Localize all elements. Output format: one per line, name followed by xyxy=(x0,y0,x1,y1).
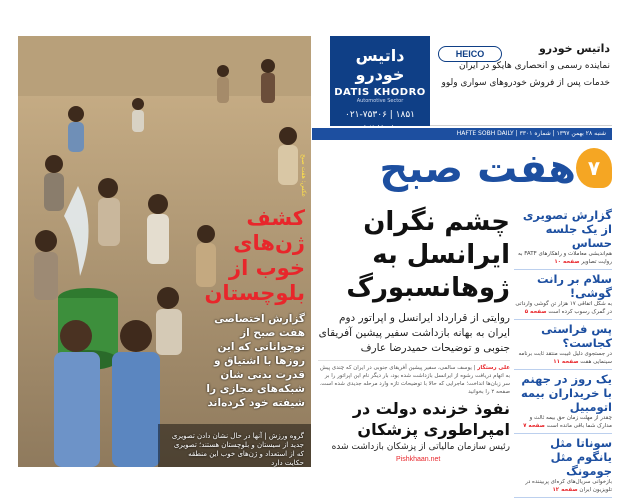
sidebar-item[interactable] xyxy=(514,320,612,370)
logo-seven-badge: ۷ xyxy=(576,148,612,188)
ad-phone: ۰۲۱-۷۵۳۰۶ | ۱۸۵۱ xyxy=(344,110,415,120)
ad-text xyxy=(434,42,610,89)
masthead xyxy=(312,128,612,198)
watermark: Pishkhaan.net xyxy=(396,456,441,463)
header-ad[interactable] xyxy=(330,36,612,126)
sidebar-item[interactable] xyxy=(514,270,612,320)
ad-line-1: نماینده رسمی و انحصاری هایکو در ایران xyxy=(458,61,610,71)
sidebar-item-title[interactable]: یک روز در جهنم با خریداران بیمه اتومبیل xyxy=(520,372,612,414)
ad-title: داتیس خودرو xyxy=(538,42,610,55)
sidebar-item[interactable] xyxy=(514,206,612,270)
photo-caption: گروه ورزش | آنها در حال نشان دادن تصویری جدید از سیستان و بلوچستان هستند؛ تصویری که از استعداد و ژن‌های خوب این منطقه حکایت دارد xyxy=(171,432,304,467)
sidebar-item[interactable] xyxy=(514,370,612,434)
newspaper-logo[interactable] xyxy=(312,140,612,198)
sidebar-item-title[interactable]: سلام بر رانت گوشی! xyxy=(536,272,612,300)
sidebar-item-text: در جستجوی دلیل غیبت منتقد ثابت برنامه سینمایی هفت xyxy=(518,351,612,365)
ad-brand-sub: Automotive Sector xyxy=(356,98,404,104)
sidebar-item-page: صفحه ۱۲ xyxy=(552,486,578,493)
photo-subhead: گزارش اختصاصی هفت صبح از نوجوانانی که این روزها با اشتیاق و قدرت بدنی شان شبکه‌های مجازی را شیفته خود کرده‌اند xyxy=(206,313,305,409)
photo-headline[interactable]: کشف ژن‌های خوب از بلوچستان xyxy=(204,206,305,305)
sidebar-item-title[interactable]: پس فراستی کجاست؟ xyxy=(541,322,612,350)
sidebar-item-page: صفحه ۱۱ xyxy=(553,358,579,365)
sidebar-item-text: هم‌اندیشی معاملات و راهکارهای FATF به روایت تصاویر xyxy=(518,251,612,265)
ad-brand-fa: داتیس خودرو xyxy=(355,46,405,84)
sidebar-item-text: چقدر از مهلت زمان حق بیمه ثالث و مدارک شما باقی مانده است xyxy=(529,415,612,429)
logo-text: هفت صبح xyxy=(379,146,576,192)
second-headline[interactable]: نفوذ خزنده دولت در امپراطوری پزشکان xyxy=(352,399,510,439)
photo-credit: عکس: هفت صبح xyxy=(300,154,307,198)
date-strip: شنبه ۲۸ بهمن ۱۳۹۷ | شماره ۳۳۰۱ | HAFTE SOBH DAILY xyxy=(312,128,612,140)
sidebar-item[interactable] xyxy=(514,434,612,498)
main-headline[interactable]: چشم نگران ایرانسل به ژوهانسبورگ xyxy=(346,207,510,303)
sidebar-item-text: بازخوانی سریال‌های کره‌ای پربیننده در تلویزیون ایران xyxy=(525,479,612,493)
sidebar xyxy=(514,206,612,498)
main-author: علی رستگار xyxy=(477,365,510,371)
main-body xyxy=(318,360,510,400)
sidebar-item-text: به شکل اتفاقی ۱۷ هزار تن گوشی وارداتی در گمرک رسوب کرده است xyxy=(515,301,612,315)
main-subhead: روایتی از قرارداد ایرانسل و اپراتور دوم ایران به بهانه بازداشت سفیر پیشین آفریقای جنوبی و توضیحات حمیدرضا عارف xyxy=(318,312,510,354)
second-subhead: رئیس سازمان مالیاتی از پزشکان بازداشت شده xyxy=(331,442,510,452)
photo-story[interactable] xyxy=(193,206,305,410)
ad-brand-en: DATIS KHODRO xyxy=(334,87,426,98)
sidebar-item-title[interactable]: سوناتا مثل یانگوم مثل جومونگ xyxy=(550,436,612,478)
second-story[interactable] xyxy=(318,398,510,452)
sidebar-item-page: صفحه ۷ xyxy=(523,422,545,429)
sidebar-item-page: صفحه ۵ xyxy=(524,308,547,315)
ad-line-2: خدمات پس از فروش خودروهای سواری ولوو xyxy=(441,78,610,88)
ad-brand-panel xyxy=(330,36,430,126)
sidebar-item-page: صفحه ۱۰ xyxy=(554,258,580,265)
cover-photo xyxy=(18,36,311,467)
main-story[interactable] xyxy=(318,206,510,400)
sidebar-item-title[interactable]: گزارش تصویری از یک جلسه حساس xyxy=(522,208,612,250)
heico-logo: HEICO xyxy=(438,46,502,62)
main-body-text: | یوسف سالمی، سفیر پیشین آفریقای جنوبی در ایران که چندی پیش به اتهام دریافت رشوه از ایرانسل بازداشت شده بود، بار دیگر نام این اپراتور را بر سر زبان‌ها انداخت؛ ماجرایی که حالا با توضیحات تازه وارد مرحله جدیدی شده است. صفحه ۲ را بخوانید xyxy=(319,365,510,395)
